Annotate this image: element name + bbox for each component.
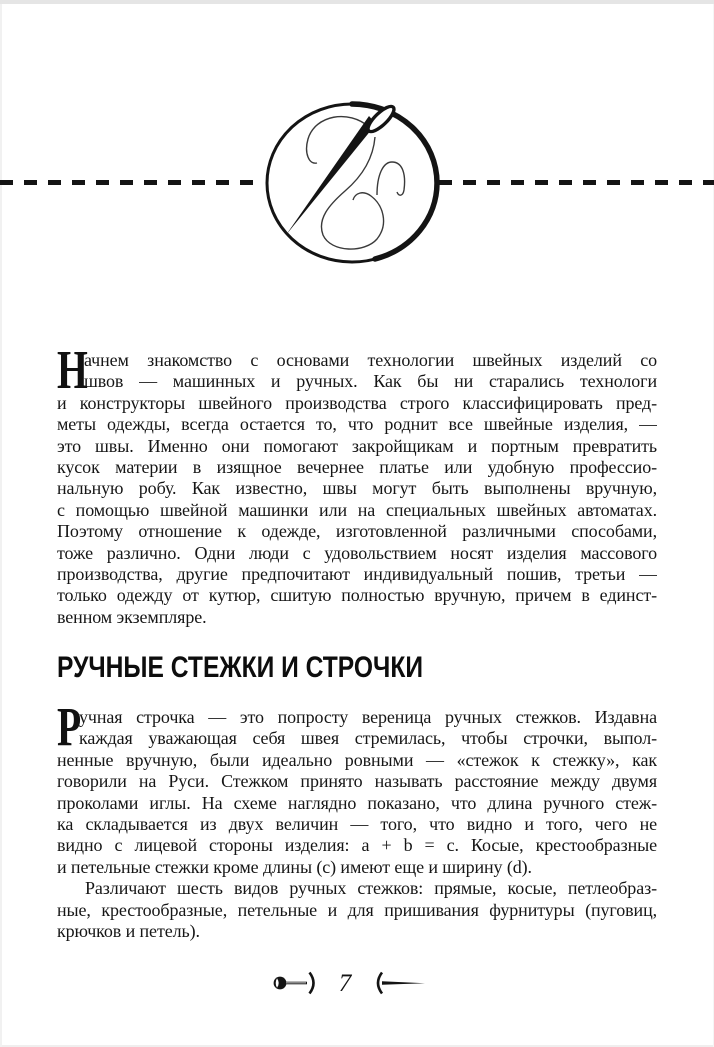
text-line: ачнем знакомство с основами технологии швейных изделий со bbox=[84, 350, 657, 370]
text-line: кусок материи в изящное вечернее платье или удобную профессио- bbox=[57, 456, 657, 477]
text-line: производства, другие предпочитают индивидуальный пошив, третьи — bbox=[57, 563, 657, 584]
text-line: тоже различно. Одни люди с удовольствием носят изделия массового bbox=[57, 542, 657, 563]
drop-cap-letter: Н bbox=[57, 339, 88, 400]
text-line: только одежду от кутюр, сшитую полностью вручную, причем в единст- bbox=[57, 585, 657, 606]
text-line: и конструкторы швейного производства строго классифицировать пред- bbox=[57, 392, 657, 413]
text-column bbox=[57, 0, 657, 942]
paragraph-lines bbox=[57, 707, 657, 878]
text-line: венном экземпляре. bbox=[57, 606, 207, 627]
needle-pin-icon bbox=[370, 970, 426, 996]
page-number: 7 bbox=[338, 969, 352, 997]
page-footer bbox=[0, 968, 714, 998]
text-line: каждая уважающая себя швея стремилась, чтобы строчки, выпол- bbox=[79, 728, 657, 749]
section-heading bbox=[57, 653, 657, 683]
section-heading-text: РУЧНЫЕ СТЕЖКИ И СТРОЧКИ bbox=[57, 651, 424, 685]
text-line: нальную робу. Как известно, швы могут быть выполнены вручную, bbox=[57, 478, 657, 499]
text-line: Поэтому отношение к одежде, изготовленной различными способами, bbox=[57, 521, 657, 542]
ball-head-pin-icon bbox=[272, 970, 320, 996]
footer-ornament-group bbox=[272, 970, 427, 996]
paragraph-lines bbox=[57, 878, 657, 942]
text-line: ные, крестообразные, петельные и для пришивания фурнитуры (пуговиц, bbox=[57, 899, 657, 920]
intro-paragraph bbox=[57, 339, 657, 628]
text-line: это швы. Именно они помогают закройщикам и портным превратить bbox=[57, 435, 657, 456]
text-line: Различают шесть видов ручных стежков: прямые, косые, петлеобраз- bbox=[85, 878, 657, 899]
text-line: и петельные стежки кроме длины (с) имеют еще и ширину (d). bbox=[57, 856, 532, 877]
text-line: проколами иглы. На схеме наглядно показано, что длина ручного стеж- bbox=[57, 792, 657, 813]
text-line: швов — машинных и ручных. Как бы ни старались технологи bbox=[84, 371, 657, 392]
section-paragraph bbox=[57, 696, 657, 878]
text-line: говорили на Руси. Стежком принято называть расстояние между двумя bbox=[57, 771, 657, 792]
drop-cap-letter: Р bbox=[57, 696, 82, 758]
text-line: с помощью швейной машинки или на специальных швейных автоматах. bbox=[57, 499, 657, 520]
text-line: ненные вручную, были идеально ровными — «стежок к стежку», как bbox=[57, 749, 657, 770]
followup-paragraph bbox=[57, 878, 657, 942]
text-line: видно с лицевой стороны изделия: a + b = c. Косые, крестообразные bbox=[57, 835, 657, 856]
text-line: ка складывается из двух величин — того, что видно и того, чего не bbox=[57, 814, 657, 835]
paragraph-lines bbox=[57, 350, 657, 628]
text-line: меты одежды, всегда остается то, что роднит все швейные изделия, — bbox=[57, 414, 657, 435]
text-line: учная строчка — это попросту вереница ручных стежков. Издавна bbox=[79, 707, 657, 728]
text-line: крючков и петель). bbox=[57, 920, 200, 941]
